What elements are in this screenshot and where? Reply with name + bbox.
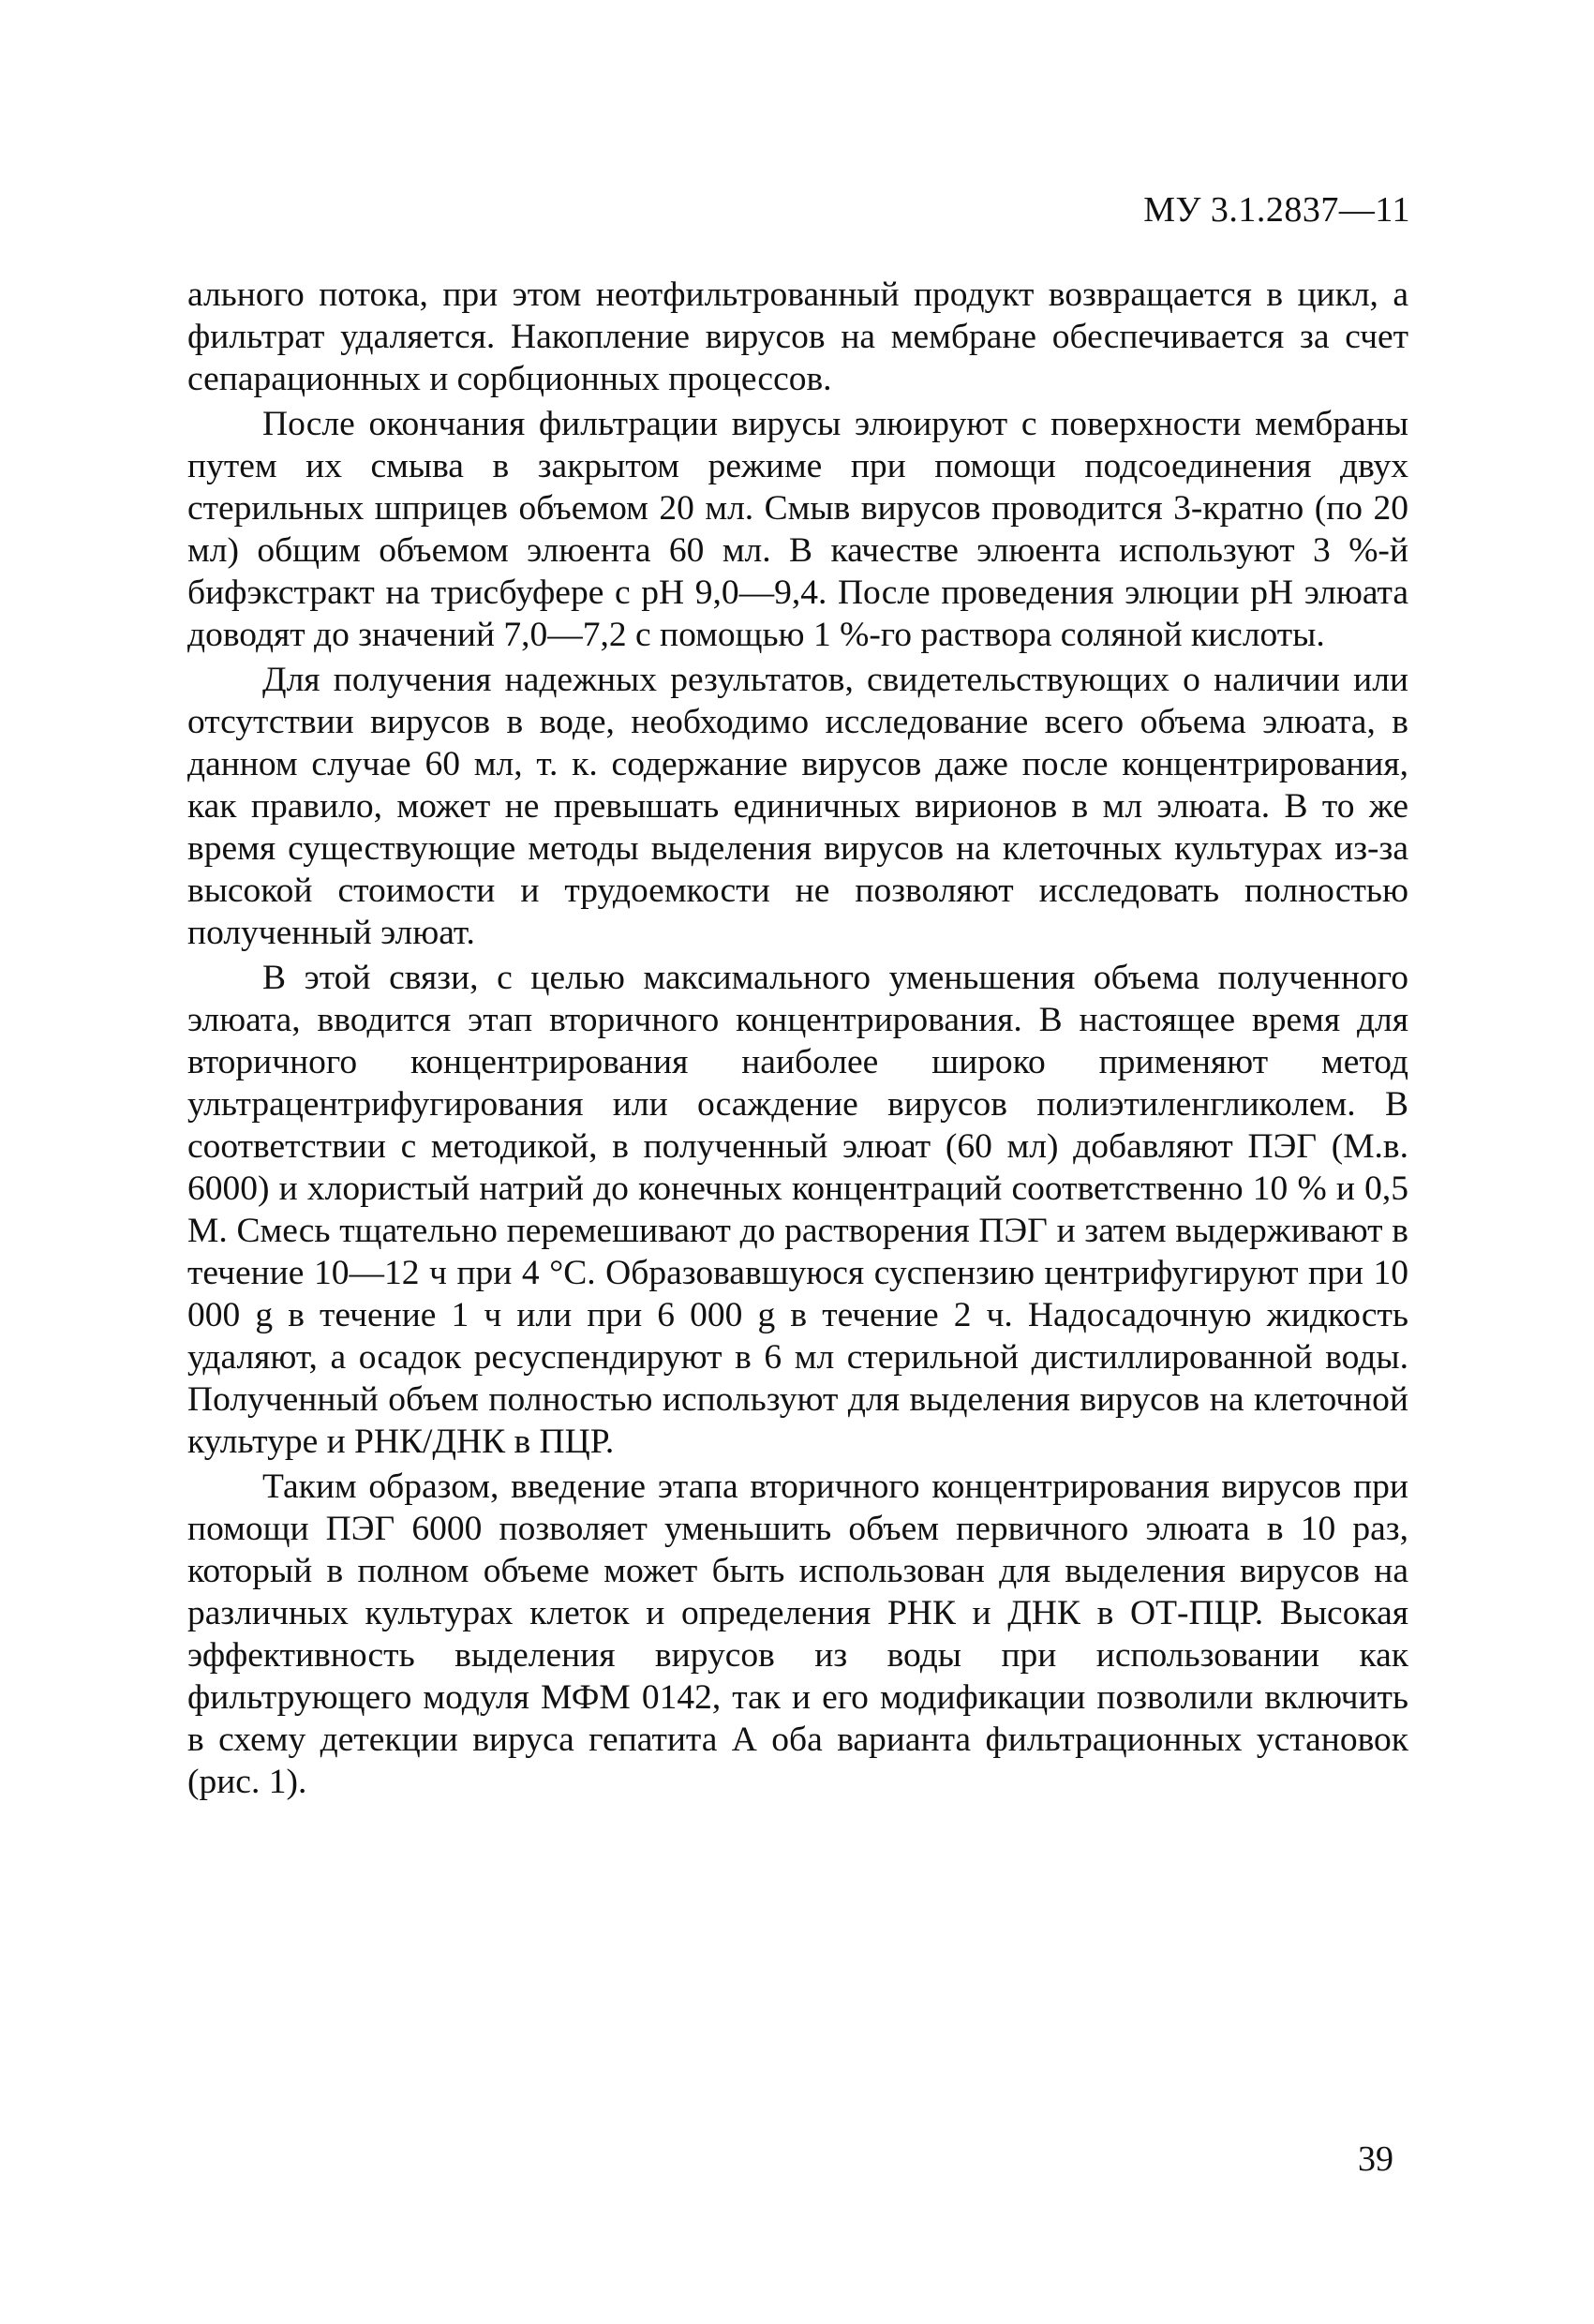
paragraph-continuation: ального потока, при этом неотфильтрованный продукт возвращается в цикл, а фильтрат удаляется. Накопление вирусов на мембране обеспечивается за счет сепарационных и сорбционных процессов.	[187, 276, 1408, 398]
paragraph-reliability: Для получения надежных результатов, свидетельствующих о наличии или отсутствии вирусов в воде, необходимо исследование всего объема элюата, в данном случае 60 мл, т. к. содержание вирусов даже после концентрирования, как правило, может не превышать единичных вирионов в мл элюата. В то же время существующие методы выделения вирусов на клеточных культурах из-за высокой стоимости и трудоемкости не позволяют исследовать полностью полученный элюат.	[187, 661, 1408, 952]
paragraph-elution: После окончания фильтрации вирусы элюируют с поверхности мембраны путем их смыва в закрытом режиме при помощи подсоединения двух стерильных шприцев объемом 20 мл. Смыв вирусов проводится 3-кратно (по 20 мл) общим объемом элюента 60 мл. В качестве элюента используют 3 %-й бифэкстракт на трисбуфере с pH 9,0—9,4. После проведения элюции pH элюата доводят до значений 7,0—7,2 с помощью 1 %-го раствора соляной кислоты.	[187, 405, 1408, 654]
paragraph-conclusion: Таким образом, введение этапа вторичного концентрирования вирусов при помощи ПЭГ 6000 позволяет уменьшить объем первичного элюата в 10 раз, который в полном объеме может быть использован для выделения вирусов на различных культурах клеток и определения РНК и ДНК в ОТ-ПЦР. Высокая эффективность выделения вирусов из воды при использовании как фильтрующего модуля МФМ 0142, так и его модификации позволили включить в схему детекции вируса гепатита А оба варианта фильтрационных установок (рис. 1).	[187, 1467, 1408, 1801]
document-code-header: МУ 3.1.2837—11	[1143, 190, 1410, 230]
page-number: 39	[1358, 2139, 1393, 2179]
document-body	[187, 274, 1408, 1803]
paragraph-secondary-concentration: В этой связи, с целью максимального уменьшения объема полученного элюата, вводится этап вторичного концентрирования. В настоящее время для вторичного концентрирования наиболее широко применяют метод ультрацентрифугирования или осаждение вирусов полиэтиленгликолем. В соответствии с методикой, в полученный элюат (60 мл) добавляют ПЭГ (М.в. 6000) и хлористый натрий до конечных концентраций соответственно 10 % и 0,5 М. Смесь тщательно перемешивают до растворения ПЭГ и затем выдерживают в течение 10—12 ч при 4 °С. Образовавшуюся суспензию центрифугируют при 10 000 g в течение 1 ч или при 6 000 g в течение 2 ч. Надосадочную жидкость удаляют, а осадок ресуспендируют в 6 мл стерильной дистиллированной воды. Полученный объем полностью используют для выделения вирусов на клеточной культуре и РНК/ДНК в ПЦР.	[187, 959, 1408, 1461]
